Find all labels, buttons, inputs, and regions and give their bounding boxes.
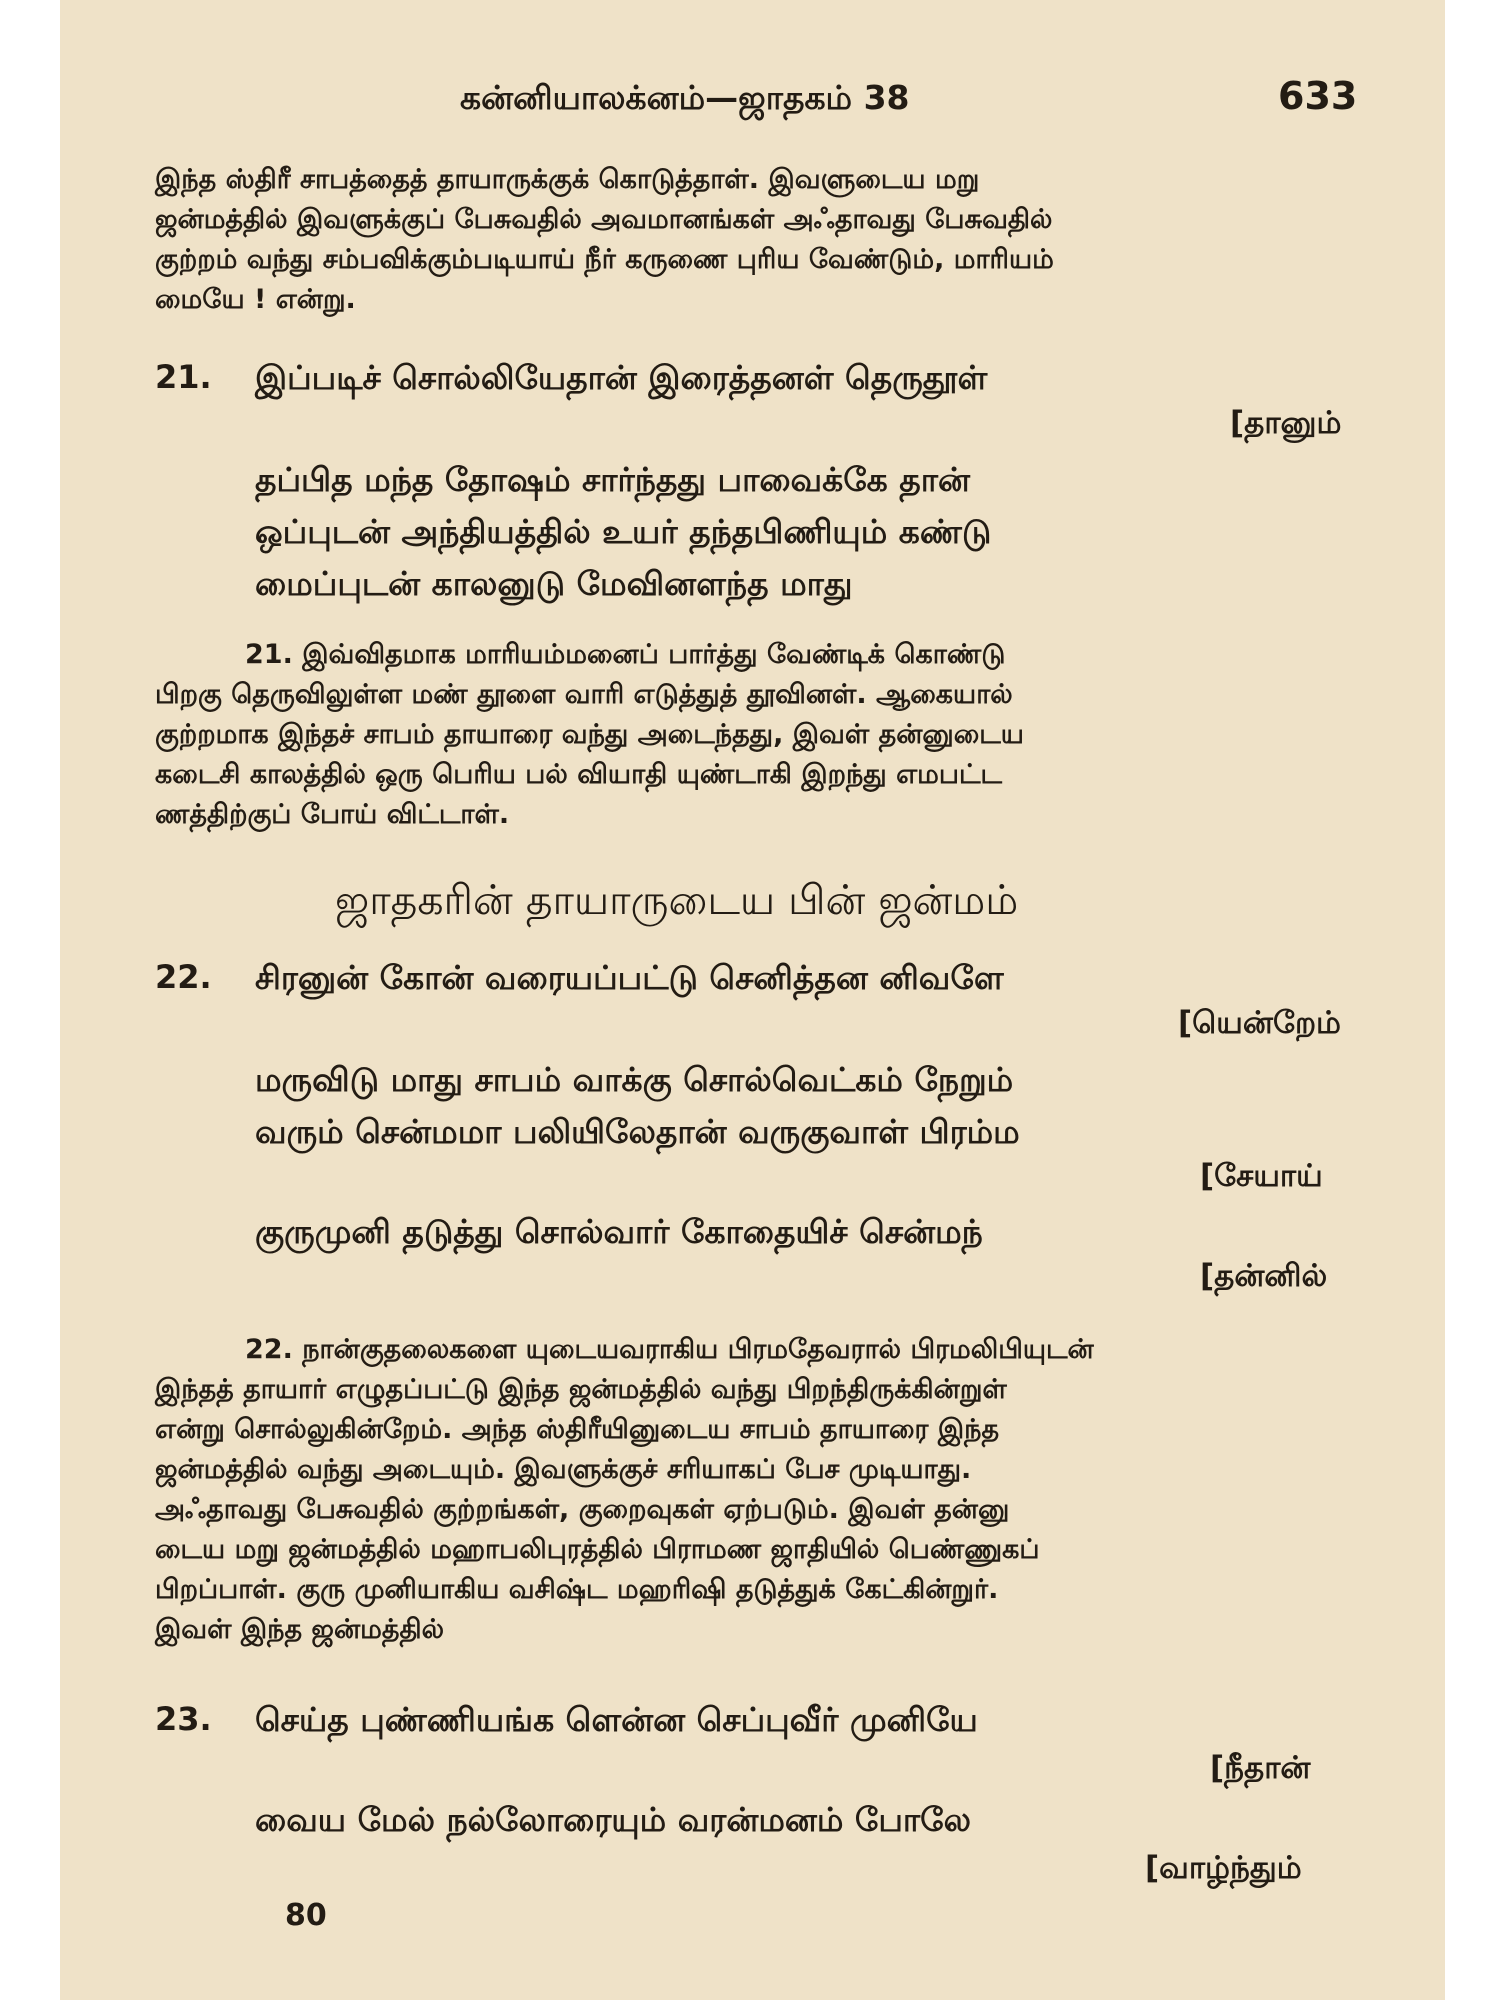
prose-21-line: ணத்திற்குப் போய் விட்டாள். <box>155 799 510 830</box>
verse-21-line: ஒப்புடன் அந்தியத்தில் உயர் தந்தபிணியும் கண்டு <box>255 512 992 551</box>
signature-mark: 80 <box>285 1898 327 1933</box>
running-header-title: கன்னியாலக்னம்—ஜாதகம் 38 <box>460 78 910 117</box>
prose-22-line: என்று சொல்லுகின்றேம். அந்த ஸ்திரீயினுடைய சாபம் தாயாரை இந்த <box>155 1414 1000 1445</box>
prose-22-line: 22. நான்குதலைகளை யுடையவராகிய பிரமதேவரால் பிரமலிபியுடன் <box>245 1334 1094 1365</box>
verse-23-continuation: [நீதான் <box>1210 1750 1311 1786</box>
verse-23-line: செய்த புண்ணியங்க ளென்ன செப்புவீர் முனியே <box>255 1700 978 1739</box>
intro-line: இந்த ஸ்திரீ சாபத்தைத் தாயாருக்குக் கொடுத்தாள். இவளுடைய மறு <box>155 164 980 195</box>
intro-paragraph <box>155 160 1420 330</box>
prose-21-line: 21. இவ்விதமாக மாரியம்மனைப் பார்த்து வேண்டிக் கொண்டு <box>245 639 1006 670</box>
prose-21-line: குற்றமாக இந்தச் சாபம் தாயாரை வந்து அடைந்தது, இவள் தன்னுடைய <box>155 719 1024 750</box>
verse-22-line: குருமுனி தடுத்து சொல்வார் கோதையிச் சென்மந் <box>255 1212 983 1251</box>
verse-23-continuation: [வாழ்ந்தும் <box>1145 1850 1302 1886</box>
verse-22-continuation: [தன்னில் <box>1200 1258 1328 1294</box>
prose-22-line: ஜன்மத்தில் வந்து அடையும். இவளுக்குச் சரியாகப் பேச முடியாது. <box>155 1454 972 1485</box>
verse-22-continuation: [சேயாய் <box>1200 1158 1323 1194</box>
verse-23-line: வைய மேல் நல்லோரையும் வரன்மனம் போலே <box>255 1800 971 1839</box>
prose-22-line: டைய மறு ஜன்மத்தில் மஹாபலிபுரத்தில் பிராமண ஜாதியில் பெண்ணுகப் <box>155 1534 1040 1565</box>
verse-22-line: சிரனுன் கோன் வரையப்பட்டு செனித்தன னிவளே <box>255 958 1004 997</box>
verse-22-line: வரும் சென்மமா பலியிலேதான் வருகுவாள் பிரம்ம <box>255 1112 1020 1151</box>
prose-22-paragraph <box>155 1330 1420 1660</box>
prose-22-line: அஃதாவது பேசுவதில் குற்றங்கள், குறைவுகள் ஏற்படும். இவள் தன்னு <box>155 1494 1010 1525</box>
intro-line: ஜன்மத்தில் இவளுக்குப் பேசுவதில் அவமானங்கள் அஃதாவது பேசுவதில் <box>155 204 1053 235</box>
prose-22-line: பிறப்பாள். குரு முனியாகிய வசிஷ்ட மஹரிஷி தடுத்துக் கேட்கின்றுர். <box>155 1574 999 1605</box>
prose-21-line: பிறகு தெருவிலுள்ள மண் தூளை வாரி எடுத்துத் தூவினள். ஆகையால் <box>155 679 1013 710</box>
verse-22-continuation: [யென்றேம் <box>1178 1005 1341 1041</box>
intro-line: மையே ! என்று. <box>155 284 356 315</box>
verse-21-line: தப்பித மந்த தோஷம் சார்ந்தது பாவைக்கே தான் <box>255 460 970 499</box>
book-page <box>60 0 1445 2000</box>
prose-22-line: இவள் இந்த ஜன்மத்தில் <box>155 1614 444 1645</box>
verse-22-number: 22. <box>155 958 212 996</box>
verse-22-line: மருவிடு மாது சாபம் வாக்கு சொல்வெட்கம் நேறும் <box>255 1060 1014 1099</box>
verse-21-number: 21. <box>155 358 212 396</box>
verse-23-number: 23. <box>155 1700 212 1738</box>
page-number: 633 <box>1278 74 1358 118</box>
prose-21-line: கடைசி காலத்தில் ஒரு பெரிய பல் வியாதி யுண்டாகி இறந்து எமபட்ட <box>155 759 1002 790</box>
verse-21-line: இப்படிச் சொல்லியேதான் இரைத்தனள் தெருதூள் <box>255 358 988 397</box>
prose-21-paragraph <box>155 635 1420 845</box>
intro-line: குற்றம் வந்து சம்பவிக்கும்படியாய் நீர் கருணை புரிய வேண்டும், மாரியம் <box>155 244 1054 275</box>
prose-22-line: இந்தத் தாயார் எழுதப்பட்டு இந்த ஜன்மத்தில் வந்து பிறந்திருக்கின்றுள் <box>155 1374 1007 1405</box>
section-heading: ஜாதகரின் தாயாருடைய பின் ஜன்மம் <box>335 876 1019 924</box>
verse-21-continuation: [தானும் <box>1230 405 1342 441</box>
verse-21-line: மைப்புடன் காலனுடு மேவினளந்த மாது <box>255 564 853 603</box>
